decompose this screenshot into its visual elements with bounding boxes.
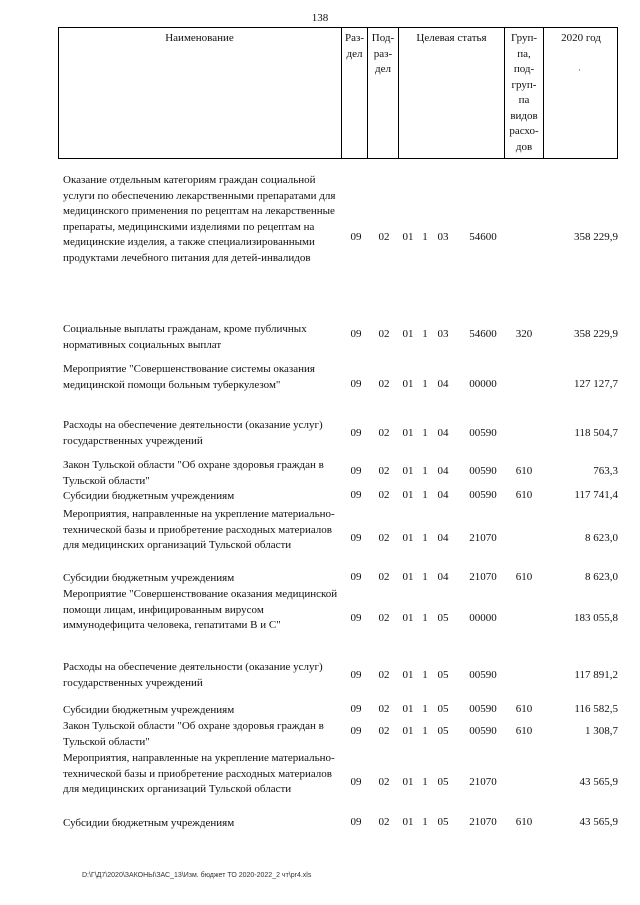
row-target-direction: 00590 xyxy=(469,465,497,477)
row-target-direction: 54600 xyxy=(469,328,497,340)
row-podrazdel: 02 xyxy=(378,378,390,390)
row-podrazdel: 02 xyxy=(378,816,390,828)
row-name: Субсидии бюджетным учреждениям xyxy=(63,572,235,584)
row-amount: 358 229,9 xyxy=(574,231,618,243)
row-expense-type: 610 xyxy=(515,465,533,477)
row-target-subprogram: 1 xyxy=(422,703,428,715)
row-target-program: 01 xyxy=(402,532,414,544)
row-podrazdel: 02 xyxy=(378,465,390,477)
row-podrazdel: 02 xyxy=(378,776,390,788)
row-expense-type: 610 xyxy=(515,725,533,737)
row-target-program: 01 xyxy=(402,776,414,788)
row-razdel: 09 xyxy=(350,571,362,583)
row-target-direction: 00590 xyxy=(469,725,497,737)
page-number: 138 xyxy=(311,12,329,24)
header-expense-type: Груп- па, под- груп- па видов расхо- дов xyxy=(509,32,539,153)
scan-speck: · xyxy=(578,65,581,75)
row-target-event: 04 xyxy=(437,427,449,439)
row-target-event: 05 xyxy=(437,776,449,788)
row-target-subprogram: 1 xyxy=(422,816,428,828)
row-razdel: 09 xyxy=(350,816,362,828)
row-amount: 117 891,2 xyxy=(574,669,618,681)
row-podrazdel: 02 xyxy=(378,612,390,624)
row-target-subprogram: 1 xyxy=(422,612,428,624)
row-target-program: 01 xyxy=(402,612,414,624)
row-target-subprogram: 1 xyxy=(422,669,428,681)
row-expense-type: 610 xyxy=(515,816,533,828)
row-name: Мероприятие "Совершенствование оказания медицинской помощи лицам, инфицированным вирусом иммунодефицита человека, гепатитами В и С" xyxy=(63,588,338,631)
file-path-footer: D:\Г\Д7\2020\ЗАКОНЫ\ЗАС_13\Изм. бюджет ТО 2020-2022_2 чт\pr4.xls xyxy=(82,872,312,879)
row-name: Оказание отдельным категориям граждан социальной услуги по обеспечению лекарственными препаратами для медицинского применения по рецептам на лекарственные препараты, медицинскими изделиями по рецептам на медицинские изделия, а также специализированными продуктами лечебного питания для детей-инвалидов xyxy=(63,174,336,264)
row-podrazdel: 02 xyxy=(378,328,390,340)
table-header xyxy=(58,27,618,159)
row-target-direction: 00590 xyxy=(469,489,497,501)
row-amount: 43 565,9 xyxy=(579,816,618,828)
row-amount: 116 582,5 xyxy=(574,703,618,715)
row-target-program: 01 xyxy=(402,703,414,715)
row-podrazdel: 02 xyxy=(378,231,390,243)
row-target-event: 04 xyxy=(437,465,449,477)
row-name: Субсидии бюджетным учреждениям xyxy=(63,704,235,716)
row-razdel: 09 xyxy=(350,465,362,477)
row-amount: 127 127,7 xyxy=(574,378,618,390)
header-podrazdel: Под- раз- дел xyxy=(371,32,395,75)
row-podrazdel: 02 xyxy=(378,532,390,544)
row-expense-type: 610 xyxy=(515,489,533,501)
row-target-program: 01 xyxy=(402,571,414,583)
header-razdel: Раз- дел xyxy=(344,32,364,60)
row-podrazdel: 02 xyxy=(378,427,390,439)
row-target-program: 01 xyxy=(402,669,414,681)
row-name: Закон Тульской области "Об охране здоровья граждан в Тульской области" xyxy=(63,720,324,748)
row-name: Социальные выплаты гражданам, кроме публичных нормативных социальных выплат xyxy=(63,323,307,351)
header-year: 2020 год xyxy=(561,32,601,44)
row-target-program: 01 xyxy=(402,816,414,828)
row-target-program: 01 xyxy=(402,231,414,243)
row-target-subprogram: 1 xyxy=(422,465,428,477)
row-target-direction: 00590 xyxy=(469,703,497,715)
row-podrazdel: 02 xyxy=(378,703,390,715)
row-target-event: 05 xyxy=(437,612,449,624)
row-name: Мероприятие "Совершенствование системы оказания медицинской помощи больным туберкулезом" xyxy=(63,363,315,391)
header-name: Наименование xyxy=(165,32,234,44)
row-razdel: 09 xyxy=(350,489,362,501)
row-target-direction: 21070 xyxy=(469,532,497,544)
row-target-program: 01 xyxy=(402,427,414,439)
row-name: Закон Тульской области "Об охране здоровья граждан в Тульской области" xyxy=(63,459,324,487)
row-target-program: 01 xyxy=(402,465,414,477)
row-name: Мероприятия, направленные на укрепление материально-технической базы и приобретение расходных материалов для медицинских организаций Тульской области xyxy=(63,508,335,551)
row-amount: 358 229,9 xyxy=(574,328,618,340)
row-target-program: 01 xyxy=(402,378,414,390)
row-target-direction: 54600 xyxy=(469,231,497,243)
row-target-event: 04 xyxy=(437,378,449,390)
row-razdel: 09 xyxy=(350,231,362,243)
row-podrazdel: 02 xyxy=(378,669,390,681)
row-razdel: 09 xyxy=(350,532,362,544)
row-expense-type: 610 xyxy=(515,703,533,715)
row-target-subprogram: 1 xyxy=(422,571,428,583)
row-target-subprogram: 1 xyxy=(422,489,428,501)
row-name: Расходы на обеспечение деятельности (оказание услуг) государственных учреждений xyxy=(63,661,323,689)
header-target-article: Целевая статья xyxy=(416,32,487,44)
row-razdel: 09 xyxy=(350,776,362,788)
row-podrazdel: 02 xyxy=(378,571,390,583)
row-target-program: 01 xyxy=(402,489,414,501)
row-target-subprogram: 1 xyxy=(422,231,428,243)
row-amount: 1 308,7 xyxy=(585,725,618,737)
row-name: Расходы на обеспечение деятельности (оказание услуг) государственных учреждений xyxy=(63,419,323,447)
row-amount: 8 623,0 xyxy=(585,532,618,544)
row-target-program: 01 xyxy=(402,725,414,737)
row-target-direction: 21070 xyxy=(469,776,497,788)
row-amount: 117 741,4 xyxy=(574,489,618,501)
row-razdel: 09 xyxy=(350,669,362,681)
row-target-event: 03 xyxy=(437,231,449,243)
row-target-direction: 21070 xyxy=(469,816,497,828)
row-target-direction: 00000 xyxy=(469,612,497,624)
row-target-subprogram: 1 xyxy=(422,776,428,788)
row-podrazdel: 02 xyxy=(378,725,390,737)
row-name: Субсидии бюджетным учреждениям xyxy=(63,817,235,829)
row-target-event: 05 xyxy=(437,725,449,737)
row-amount: 763,3 xyxy=(593,465,618,477)
row-target-event: 04 xyxy=(437,571,449,583)
row-razdel: 09 xyxy=(350,427,362,439)
row-target-event: 05 xyxy=(437,816,449,828)
row-target-event: 05 xyxy=(437,669,449,681)
row-amount: 8 623,0 xyxy=(585,571,618,583)
row-name: Субсидии бюджетным учреждениям xyxy=(63,490,235,502)
row-target-subprogram: 1 xyxy=(422,328,428,340)
row-target-subprogram: 1 xyxy=(422,378,428,390)
row-target-event: 05 xyxy=(437,703,449,715)
row-razdel: 09 xyxy=(350,612,362,624)
row-target-direction: 21070 xyxy=(469,571,497,583)
header-divider xyxy=(398,27,399,159)
row-razdel: 09 xyxy=(350,703,362,715)
row-amount: 118 504,7 xyxy=(574,427,618,439)
row-name: Мероприятия, направленные на укрепление материально-технической базы и приобретение расходных материалов для медицинских организаций Тульской области xyxy=(63,752,335,795)
row-target-program: 01 xyxy=(402,328,414,340)
row-razdel: 09 xyxy=(350,328,362,340)
row-expense-type: 610 xyxy=(515,571,533,583)
row-amount: 183 055,8 xyxy=(574,612,618,624)
row-target-direction: 00590 xyxy=(469,427,497,439)
row-target-event: 03 xyxy=(437,328,449,340)
row-target-direction: 00000 xyxy=(469,378,497,390)
row-razdel: 09 xyxy=(350,725,362,737)
row-target-event: 04 xyxy=(437,489,449,501)
header-divider xyxy=(543,27,544,159)
row-amount: 43 565,9 xyxy=(579,776,618,788)
row-target-subprogram: 1 xyxy=(422,532,428,544)
row-razdel: 09 xyxy=(350,378,362,390)
row-podrazdel: 02 xyxy=(378,489,390,501)
row-target-direction: 00590 xyxy=(469,669,497,681)
row-target-event: 04 xyxy=(437,532,449,544)
row-target-subprogram: 1 xyxy=(422,725,428,737)
row-expense-type: 320 xyxy=(515,328,533,340)
row-target-subprogram: 1 xyxy=(422,427,428,439)
